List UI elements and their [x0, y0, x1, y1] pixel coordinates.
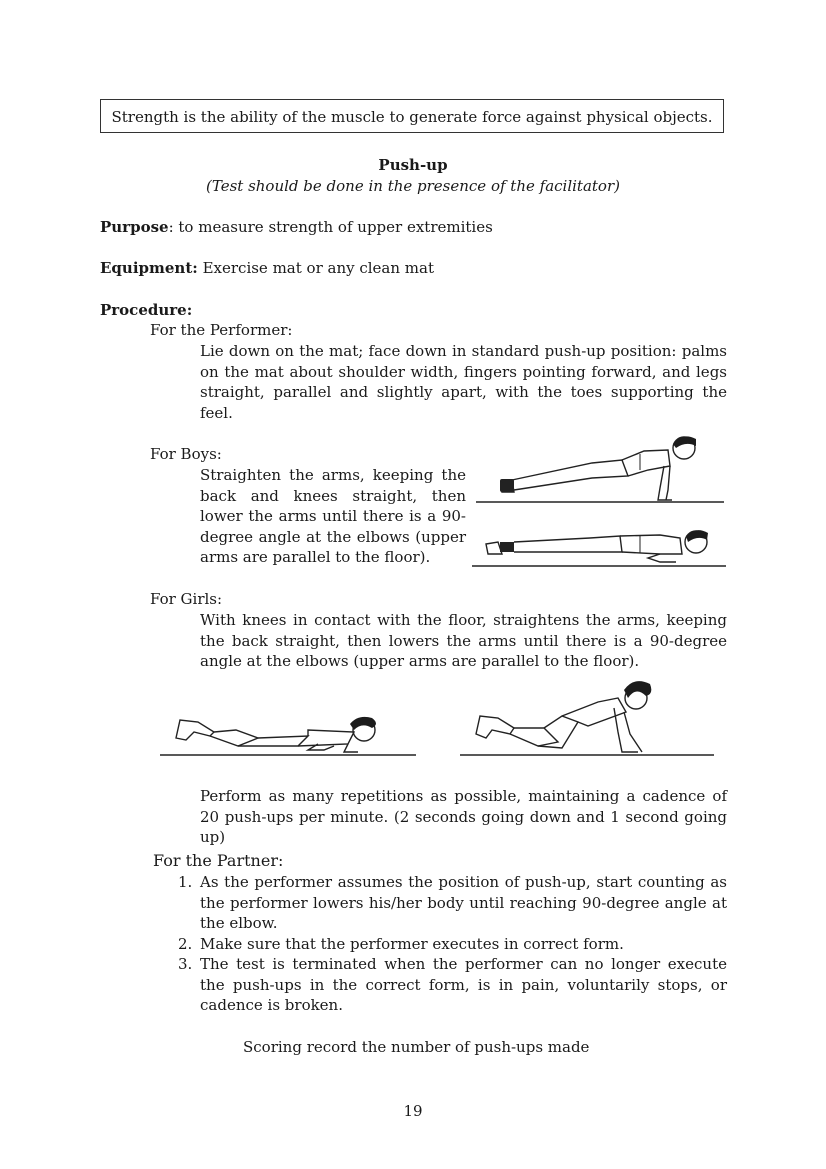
- boys-heading: For Boys:: [150, 445, 222, 463]
- girls-text: With knees in contact with the floor, straightens the arms, keeping the back straight, then lowers the arms until there is a 90-degree angle at the elbows (upper arms are parallel to the floor).: [200, 611, 727, 670]
- equipment-label: Equipment:: [100, 259, 198, 277]
- girl-pushup-up-illustration: [458, 672, 718, 760]
- list-item: [154, 954, 727, 1016]
- page-subtitle: (Test should be done in the presence of the facilitator): [206, 177, 620, 195]
- boy-pushup-up-illustration: [472, 430, 728, 506]
- definition-text: Strength is the ability of the muscle to generate force against physical objects.: [111, 108, 713, 126]
- step-number: 3.: [178, 955, 193, 973]
- performer-text: Lie down on the mat; face down in standard push-up position: palms on the mat about shoulder width, fingers pointing forward, and legs straight, parallel and slightly apart, with the toes supporting the feel.: [200, 342, 727, 422]
- page-title: Push-up: [378, 156, 448, 174]
- equipment-line: [100, 258, 434, 279]
- boys-text: Straighten the arms, keeping the back and knees straight, then lower the arms until there is a 90-degree angle at the elbows (upper arms are parallel to the floor).: [200, 466, 466, 566]
- page-number: 19: [403, 1102, 423, 1120]
- step-text: Make sure that the performer executes in correct form.: [200, 934, 624, 953]
- step-text: The test is terminated when the performer can no longer execute the push-ups in the correct form, is in pain, voluntarily stops, or cadence is broken.: [200, 955, 727, 1014]
- performer-heading: For the Performer:: [150, 321, 293, 339]
- list-item: [154, 934, 727, 955]
- repetitions-text: Perform as many repetitions as possible, maintaining a cadence of 20 push-ups per minute. (2 seconds going down and 1 second going up): [200, 787, 727, 846]
- scoring-text: Scoring record the number of push-ups made: [243, 1038, 590, 1056]
- equipment-text: Exercise mat or any clean mat: [197, 259, 434, 277]
- procedure-heading: Procedure:: [100, 301, 193, 319]
- purpose-text: : to measure strength of upper extremities: [168, 218, 493, 236]
- step-number: 2.: [178, 934, 193, 953]
- partner-heading: For the Partner:: [153, 851, 284, 870]
- boy-pushup-down-illustration: [470, 520, 730, 570]
- purpose-label: Purpose: [100, 218, 169, 236]
- step-text: As the performer assumes the position of push-up, start counting as the performer lowers his/her body until reaching 90-degree angle at the elbow.: [200, 873, 727, 932]
- list-item: [154, 872, 727, 934]
- purpose-line: [100, 217, 493, 238]
- girl-pushup-down-illustration: [158, 706, 420, 760]
- step-number: 1.: [178, 873, 193, 891]
- partner-steps-list: [154, 872, 727, 1016]
- girls-heading: For Girls:: [150, 590, 223, 608]
- definition-box: [100, 99, 724, 133]
